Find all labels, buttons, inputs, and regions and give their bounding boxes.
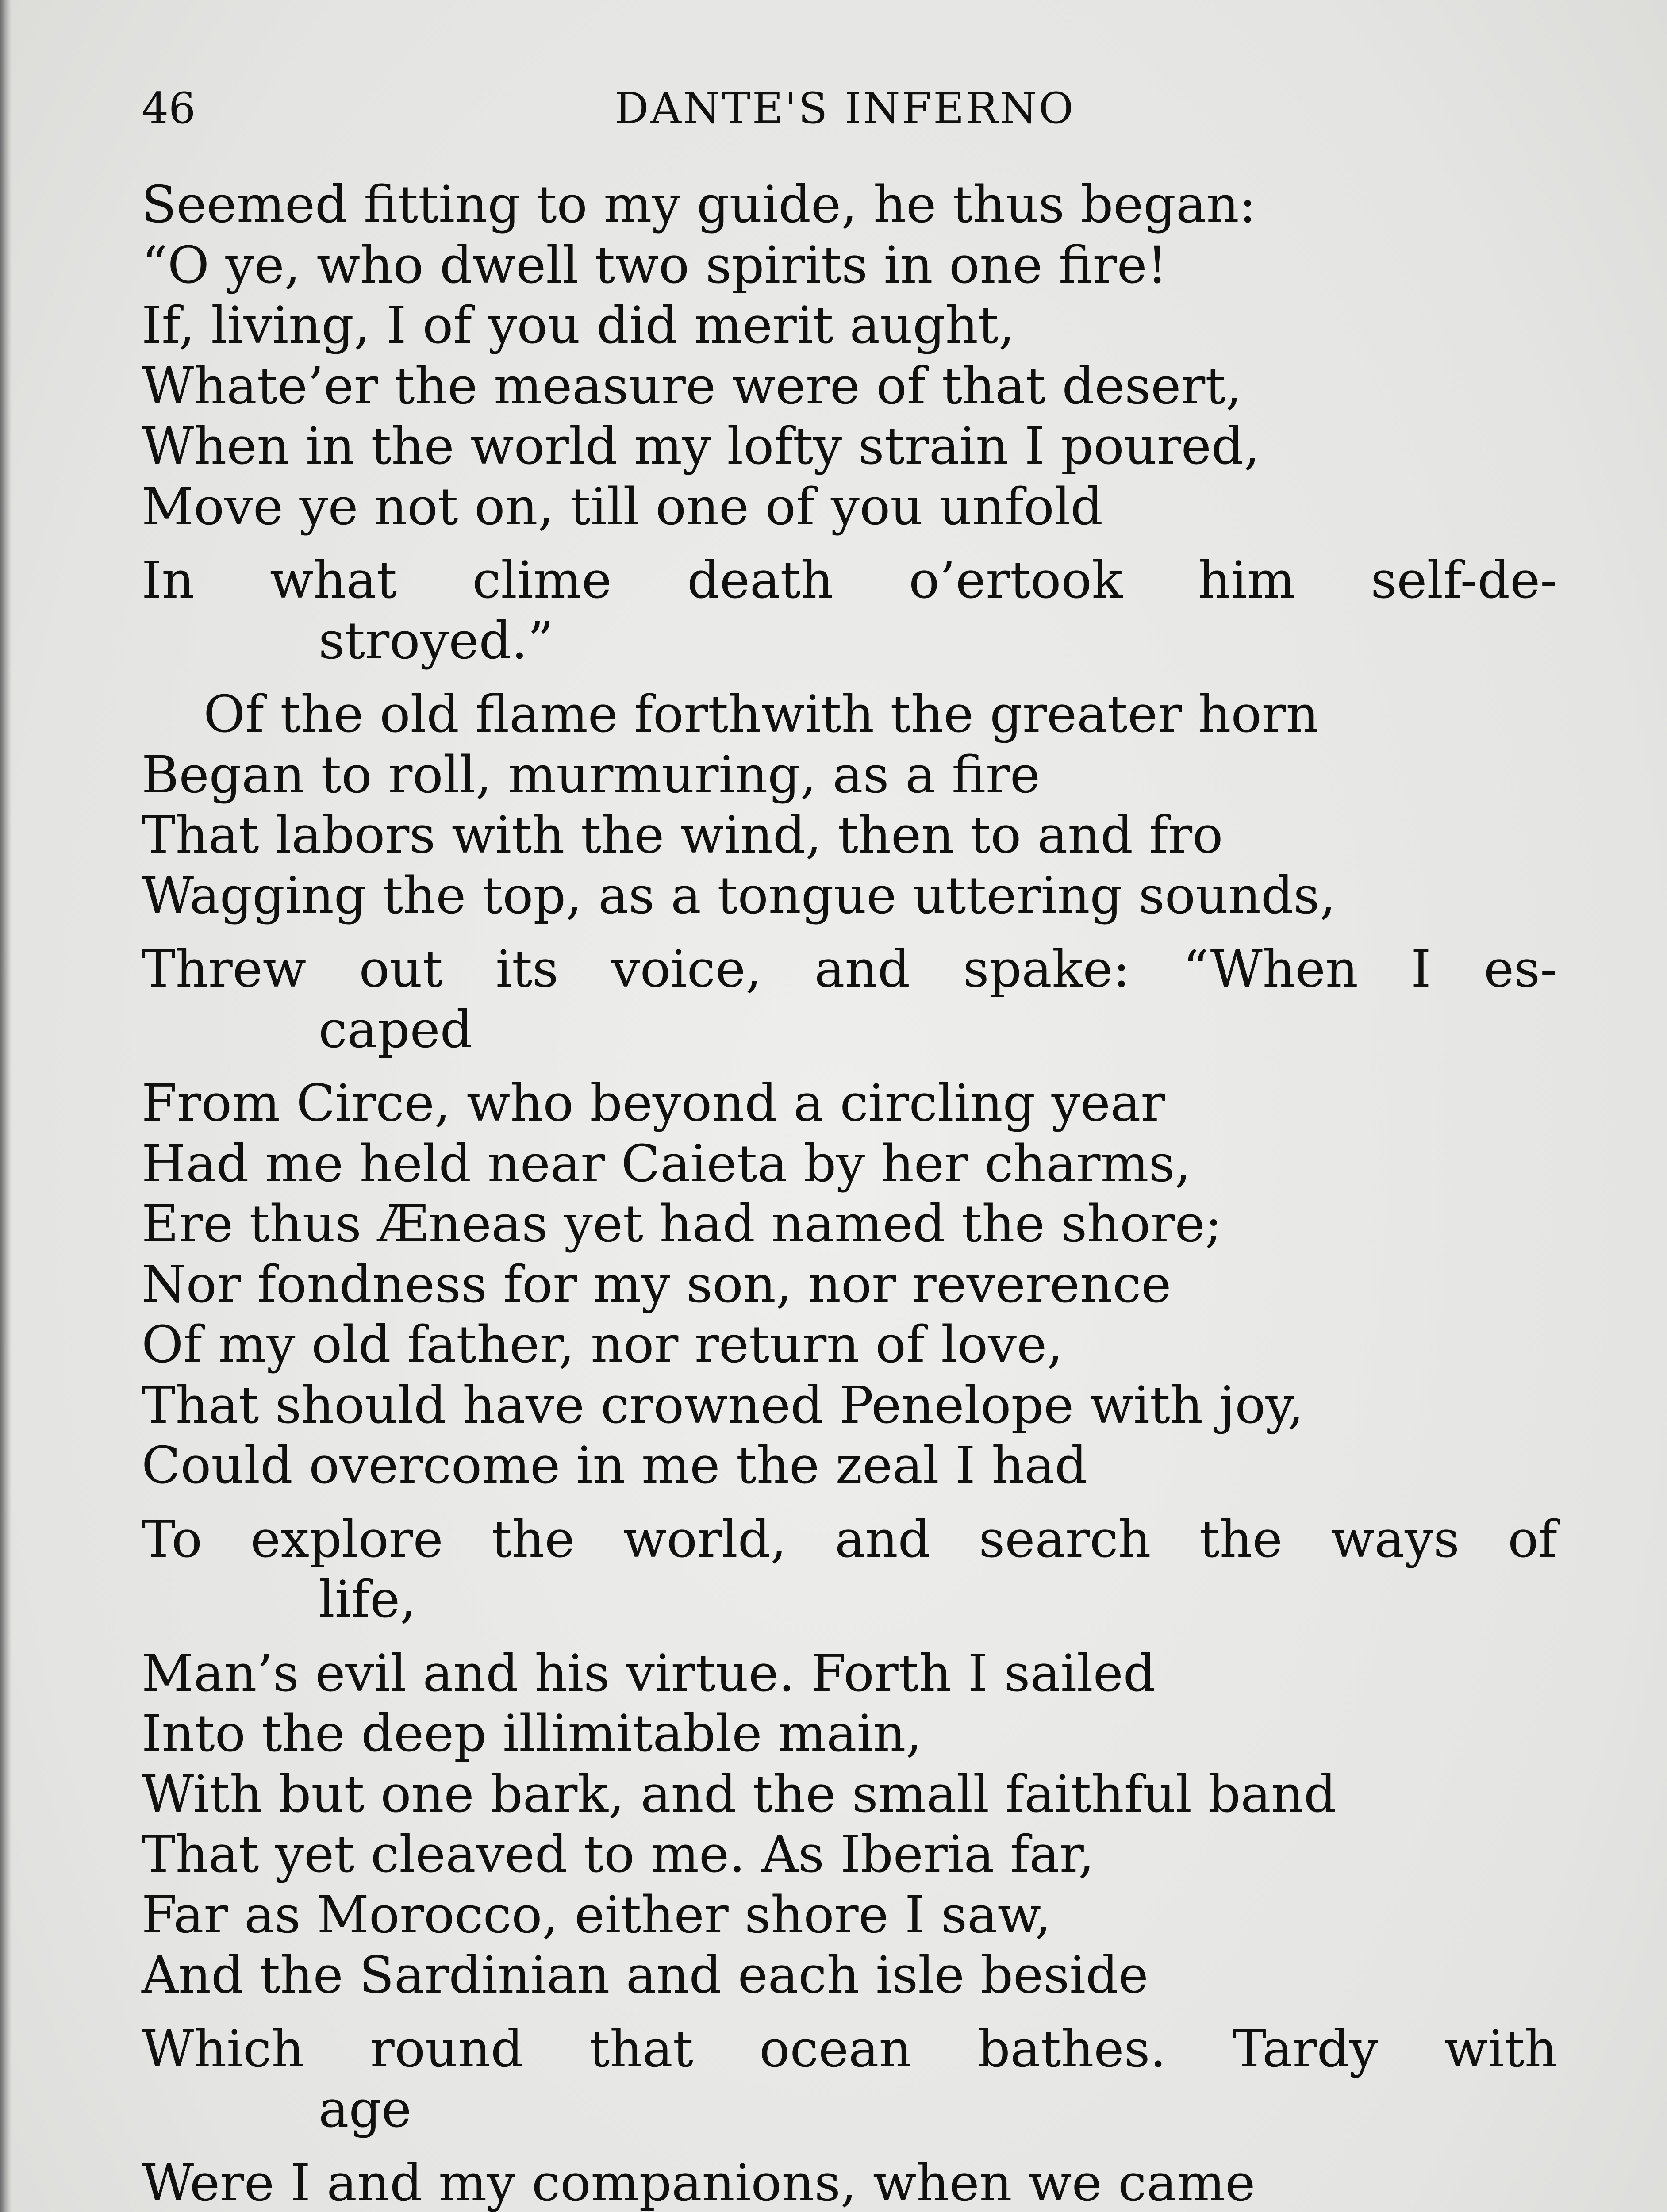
- poem-line: From Circe, who beyond a circling year: [142, 1074, 1165, 1133]
- poem-line: And the Sardinian and each isle beside: [142, 1946, 1148, 2005]
- poem-line-continuation: age: [319, 2080, 412, 2139]
- running-title: DANTE'S INFERNO: [615, 84, 1075, 133]
- poem-line: Man’s evil and his virtue. Forth I sailed: [142, 1644, 1156, 1703]
- poem-line: Far as Morocco, either shore I saw,: [142, 1885, 1052, 1945]
- poem-line: Of my old father, nor return of love,: [142, 1315, 1063, 1375]
- poem-line: That labors with the wind, then to and fro: [142, 806, 1223, 865]
- poem-line: If, living, I of you did merit aught,: [142, 296, 1015, 355]
- poem-line: Move ye not on, till one of you unfold: [142, 477, 1103, 537]
- poem-line: Whate’er the measure were of that desert,: [142, 356, 1242, 416]
- poem-line-continuation: stroyed.”: [319, 611, 554, 671]
- poem-line: Ere thus Æneas yet had named the shore;: [142, 1194, 1222, 1254]
- poem-stanza-start: Of the old flame forthwith the greater horn: [204, 685, 1319, 744]
- poem-line-continuation: caped: [319, 1000, 473, 1060]
- poem-line: Were I and my companions, when we came: [142, 2153, 1256, 2212]
- poem-line: Which round that ocean bathes. Tardy with: [142, 2019, 1557, 2079]
- poem-line: That yet cleaved to me. As Iberia far,: [142, 1825, 1095, 1884]
- poem-line: Could overcome in me the zeal I had: [142, 1436, 1087, 1495]
- poem-line-continuation: life,: [319, 1570, 416, 1629]
- poem-line: Threw out its voice, and spake: “When I es-: [142, 940, 1557, 999]
- poem-line: “O ye, who dwell two spirits in one fire!: [142, 235, 1168, 295]
- page-gutter-edge: [0, 0, 12, 2212]
- poem-line: With but one bark, and the small faithful band: [142, 1764, 1337, 1824]
- poem-line: Into the deep illimitable main,: [142, 1704, 922, 1763]
- poem-line: Wagging the top, as a tongue uttering sounds,: [142, 866, 1336, 926]
- poem-line: Seemed fitting to my guide, he thus began:: [142, 175, 1256, 234]
- poem-line: In what clime death o’ertook him self-de-: [142, 551, 1557, 610]
- poem-line: Had me held near Caieta by her charms,: [142, 1134, 1191, 1194]
- page-header: [142, 77, 1548, 148]
- poem-line: Nor fondness for my son, nor reverence: [142, 1255, 1172, 1314]
- page-number: 46: [142, 84, 196, 133]
- poem-line: When in the world my lofty strain I poured,: [142, 417, 1260, 476]
- poem-line: To explore the world, and search the ways of: [142, 1509, 1557, 1569]
- poem-line: Began to roll, murmuring, as a fire: [142, 745, 1040, 805]
- poem-text: [142, 175, 1557, 2212]
- poem-line: That should have crowned Penelope with joy,: [142, 1375, 1304, 1435]
